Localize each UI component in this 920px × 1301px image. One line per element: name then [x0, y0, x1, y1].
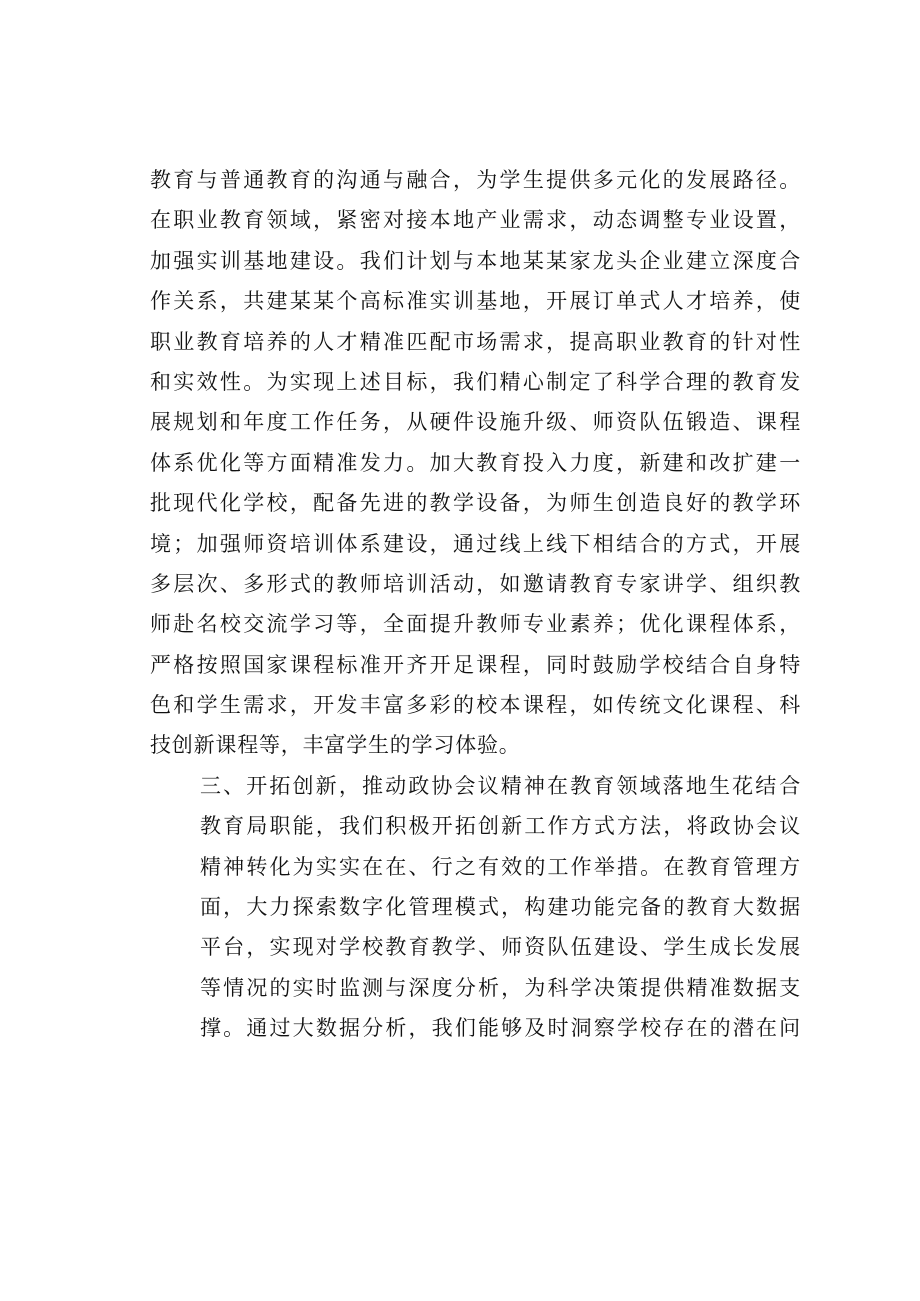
text-line: 等情况的实时监测与深度分析，为科学决策提供精准数据支: [200, 975, 801, 1000]
text-line: 加强实训基地建设。我们计划与本地某某家龙头企业建立深度合: [150, 248, 801, 273]
text-line: 展规划和年度工作任务，从硬件设施升级、师资队伍锻造、课程: [150, 410, 801, 435]
text-line: 技创新课程等，丰富学生的学习体验。: [150, 733, 521, 758]
text-line: 精神转化为实实在在、行之有效的工作举措。在教育管理方: [200, 854, 801, 879]
section-heading: 三、开拓创新，推动政协会议精神在教育领域落地生花: [200, 773, 756, 798]
text-line: 体系优化等方面精准发力。加大教育投入力度，新建和改扩建一: [150, 450, 801, 475]
text-line: 职业教育培养的人才精准匹配市场需求，提高职业教育的针对性: [150, 329, 801, 354]
text-line: 境；加强师资培训体系建设，通过线上线下相结合的方式，开展: [150, 531, 801, 556]
text-line: 平台，实现对学校教育教学、师资队伍建设、学生成长发展: [200, 935, 801, 960]
section-heading-line: [150, 766, 801, 806]
text-line: 严格按照国家课程标准开齐开足课程，同时鼓励学校结合自身特: [150, 652, 801, 677]
document-body: [150, 160, 801, 1049]
paragraph-education-development: [150, 160, 801, 766]
text-line: 作关系，共建某某个高标准实训基地，开展订单式人才培养，使: [150, 289, 801, 314]
text-line: 面，大力探索数字化管理模式，构建功能完备的教育大数据: [200, 895, 801, 920]
text-line: 师赴名校交流学习等，全面提升教师专业素养；优化课程体系，: [150, 612, 801, 637]
text-line: 教育与普通教育的沟通与融合，为学生提供多元化的发展路径。: [150, 168, 801, 192]
text-line: 批现代化学校，配备先进的教学设备，为师生创造良好的教学环: [150, 491, 801, 516]
text-line: 撑。通过大数据分析，我们能够及时洞察学校存在的潜在问: [200, 1016, 801, 1041]
heading-line-continuation: 结合: [755, 773, 802, 798]
text-line: 色和学生需求，开发丰富多彩的校本课程，如传统文化课程、科: [150, 693, 801, 718]
text-line: 在职业教育领域，紧密对接本地产业需求，动态调整专业设置，: [150, 208, 801, 233]
section-three: [150, 766, 801, 1049]
text-line: 多层次、多形式的教师培训活动，如邀请教育专家讲学、组织教: [150, 571, 801, 596]
text-line: 和实效性。为实现上述目标，我们精心制定了科学合理的教育发: [150, 369, 801, 394]
text-line: 教育局职能，我们积极开拓创新工作方式方法，将政协会议: [200, 814, 801, 839]
